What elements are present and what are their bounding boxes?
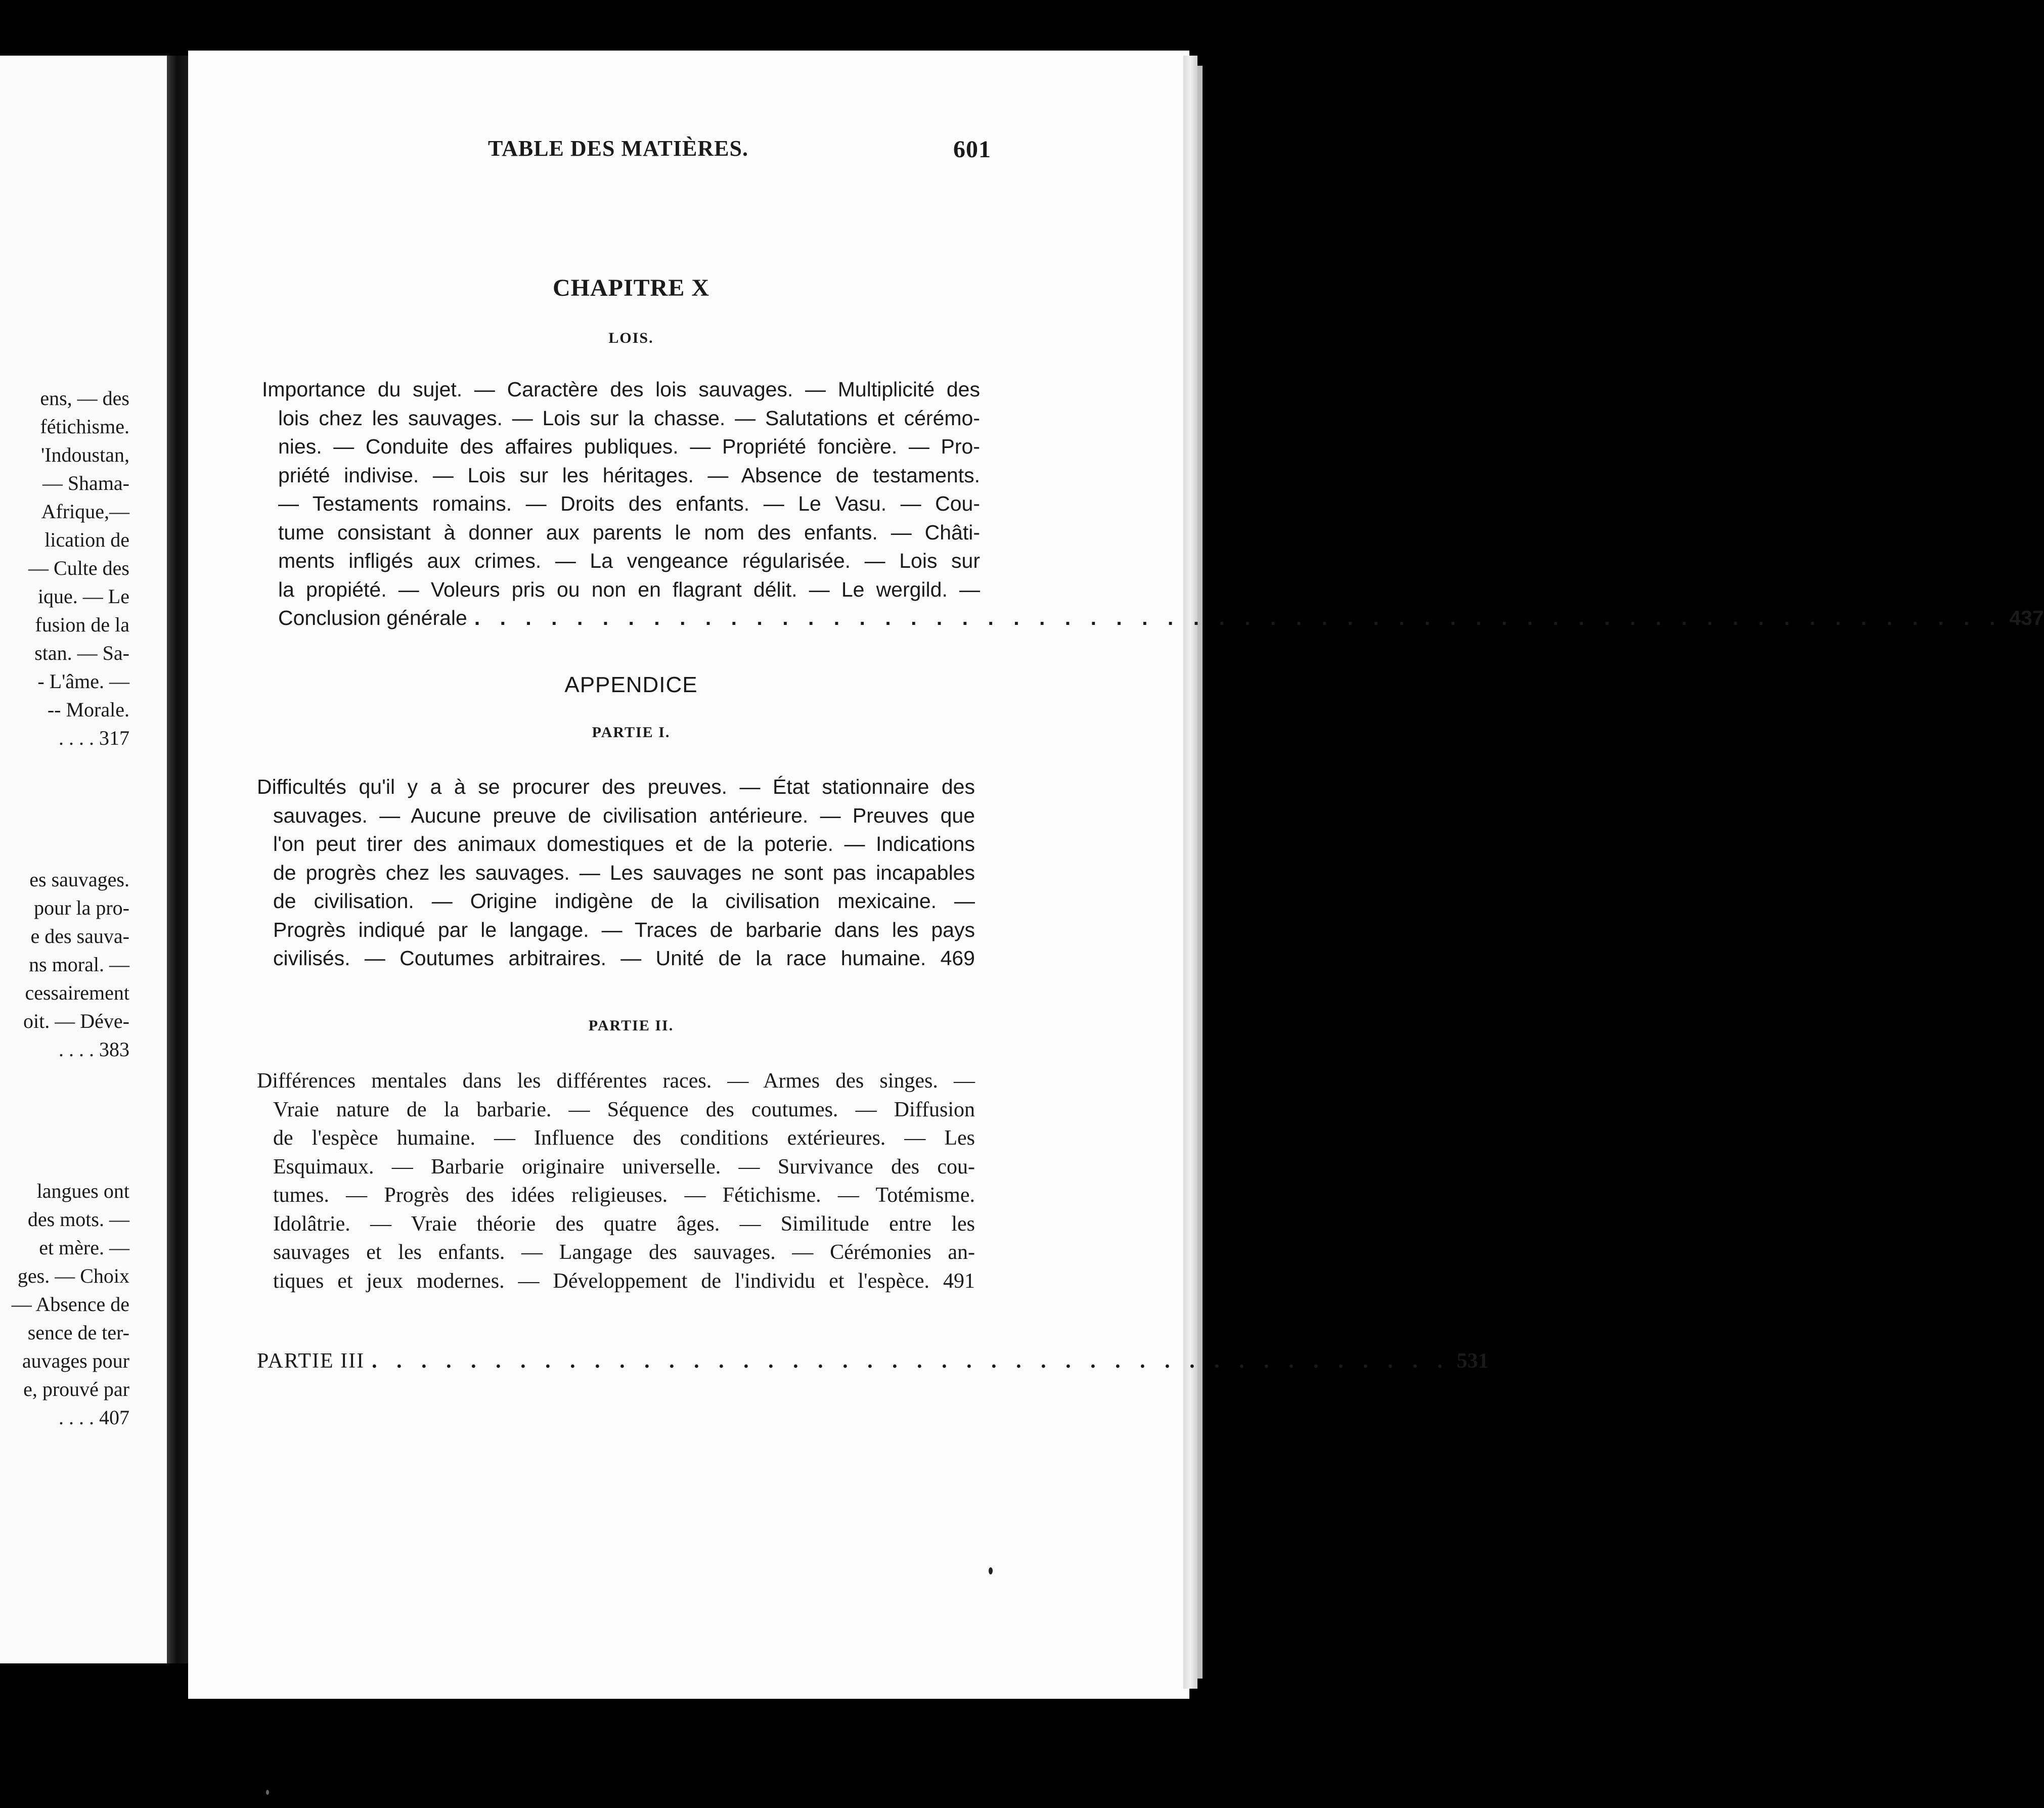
text-line: Esquimaux. — Barbarie originaire universelle. — Survivance des cou-	[273, 1155, 975, 1179]
facing-page-line: ens, — des	[40, 387, 129, 410]
facing-page-line: fusion de la	[35, 613, 129, 636]
dot-leader: . . . . . . . . . . . . . . . . . . . . . . . . . . . . . . . . . . . . . . . . . . . .	[372, 1349, 1450, 1373]
facing-page-line	[0, 809, 129, 837]
facing-page-line	[0, 781, 129, 809]
speck	[989, 1567, 993, 1574]
facing-page-line: . . . . 407	[59, 1406, 129, 1429]
facing-page-line: — Absence de	[11, 1293, 129, 1316]
partie1-summary	[257, 773, 975, 973]
text-line: Vraie nature de la barbarie. — Séquence des coutumes. — Diffusion	[273, 1098, 975, 1121]
facing-page-line: lication de	[45, 528, 129, 551]
facing-page-line: sence de ter-	[27, 1321, 129, 1344]
facing-page-line: stan. — Sa-	[34, 642, 129, 664]
facing-page-line: - L'âme. —	[37, 670, 129, 693]
partie2-title: PARTIE II.	[588, 1017, 674, 1034]
text-line: tumes. — Progrès des idées religieuses. — Fétichisme. — Totémisme.	[273, 1184, 975, 1207]
text-line: civilisés. — Coutumes arbitraires. — Unité de la race humaine. 469	[273, 946, 975, 970]
facing-page-line: . . . . 383	[59, 1038, 129, 1061]
facing-page-line: . . . . 317	[59, 727, 129, 749]
facing-page-line: es sauvages.	[29, 868, 129, 891]
text-line: Progrès indiqué par le langage. — Traces de barbarie dans les pays	[273, 918, 975, 941]
chapter-conclusion-entry	[262, 604, 2044, 632]
text-line: de l'espèce humaine. — Influence des conditions extérieures. — Les	[273, 1126, 975, 1150]
text-line: nies. — Conduite des affaires publiques. — Propriété foncière. — Pro-	[278, 435, 980, 458]
facing-page-line	[0, 1149, 129, 1177]
facing-page-line: e, prouvé par	[23, 1378, 129, 1400]
chapter-title: CHAPITRE X	[552, 275, 710, 301]
text-line: de progrès chez les sauvages. — Les sauvages ne sont pas incapables	[273, 861, 975, 884]
appendix-title: APPENDICE	[564, 672, 698, 697]
facing-page-line: ns moral. —	[29, 953, 129, 976]
text-line: la propiété. — Voleurs pris ou non en flagrant délit. — Le wergild. —	[278, 577, 980, 601]
dot-leader: . . . . . . . . . . . . . . . . . . . . . . . . . . . . . . . . . . . . . . . . . . . . . . . . . . . . . . . . . . . .	[474, 606, 2003, 629]
facing-page-left	[0, 56, 171, 1663]
facing-page-line: auvages pour	[22, 1349, 129, 1372]
page-edge-shadow	[1197, 66, 1203, 1679]
page-number: 601	[953, 136, 991, 163]
text-line: — Testaments romains. — Droits des enfants. — Le Vasu. — Cou-	[278, 492, 980, 515]
text-line: tume consistant à donner aux parents le nom des enfants. — Châti-	[278, 520, 980, 544]
facing-page-text	[0, 384, 129, 1432]
facing-page-line: e des sauva-	[30, 925, 129, 947]
text-line: ments infligés aux crimes. — La vengeance régularisée. — Lois sur	[278, 549, 980, 572]
facing-page-line: ique. — Le	[37, 585, 129, 608]
facing-page-line: des mots. —	[27, 1208, 129, 1231]
partie3-page: 531	[1456, 1349, 1489, 1373]
facing-page-line: — Shama-	[42, 472, 129, 494]
facing-page-line	[0, 1064, 129, 1092]
facing-page-line	[0, 752, 129, 781]
facing-page-line	[0, 1092, 129, 1120]
facing-page-line: ges. — Choix	[17, 1264, 129, 1287]
page-edge	[1183, 56, 1197, 1689]
facing-page-line: fétichisme.	[40, 415, 129, 438]
facing-page-line: — Culte des	[28, 557, 129, 579]
chapter-subtitle: LOIS.	[608, 330, 654, 346]
partie3-title: PARTIE III	[257, 1349, 365, 1373]
facing-page-line: pour la pro-	[34, 896, 129, 919]
conclusion-label: Conclusion générale	[278, 606, 467, 629]
facing-page-line	[0, 1120, 129, 1149]
text-line: tiques et jeux modernes. — Développement de l'individu et l'espèce. 491	[273, 1269, 975, 1293]
speck	[266, 1790, 269, 1795]
facing-page-line: 'Indoustan,	[41, 443, 129, 466]
text-line: Difficultés qu'il y a à se procurer des preuves. — État stationnaire des	[257, 775, 975, 798]
facing-page-line: cessairement	[25, 981, 129, 1004]
text-line: Idolâtrie. — Vraie théorie des quatre âges. — Similitude entre les	[273, 1212, 975, 1236]
facing-page-line: et mère. —	[39, 1236, 129, 1259]
text-line: priété indivise. — Lois sur les héritages. — Absence de testaments.	[278, 463, 980, 487]
text-line: Importance du sujet. — Caractère des lois sauvages. — Multiplicité des	[262, 378, 980, 401]
running-title: TABLE DES MATIÈRES.	[488, 136, 748, 161]
text-line: lois chez les sauvages. — Lois sur la chasse. — Salutations et cérémo-	[278, 406, 980, 430]
partie1-title: PARTIE I.	[592, 724, 671, 741]
facing-page-line: oit. — Déve-	[23, 1010, 129, 1032]
text-line: sauvages et les enfants. — Langage des sauvages. — Cérémonies an-	[273, 1241, 975, 1264]
text-line: Différences mentales dans les différentes races. — Armes des singes. —	[257, 1069, 975, 1093]
facing-page-line: Afrique,—	[41, 500, 129, 523]
partie3-entry	[257, 1349, 1489, 1373]
facing-page-line	[0, 837, 129, 866]
partie2-summary	[257, 1067, 975, 1295]
text-line: l'on peut tirer des animaux domestiques et de la poterie. — Indications	[273, 832, 975, 855]
facing-page-line: -- Morale.	[47, 698, 129, 721]
conclusion-page: 437	[2009, 606, 2044, 629]
chapter-summary	[262, 375, 2044, 632]
facing-page-line: langues ont	[36, 1180, 129, 1202]
text-line: sauvages. — Aucune preuve de civilisation antérieure. — Preuves que	[273, 803, 975, 827]
text-line: de civilisation. — Origine indigène de la civilisation mexicaine. —	[273, 889, 975, 913]
